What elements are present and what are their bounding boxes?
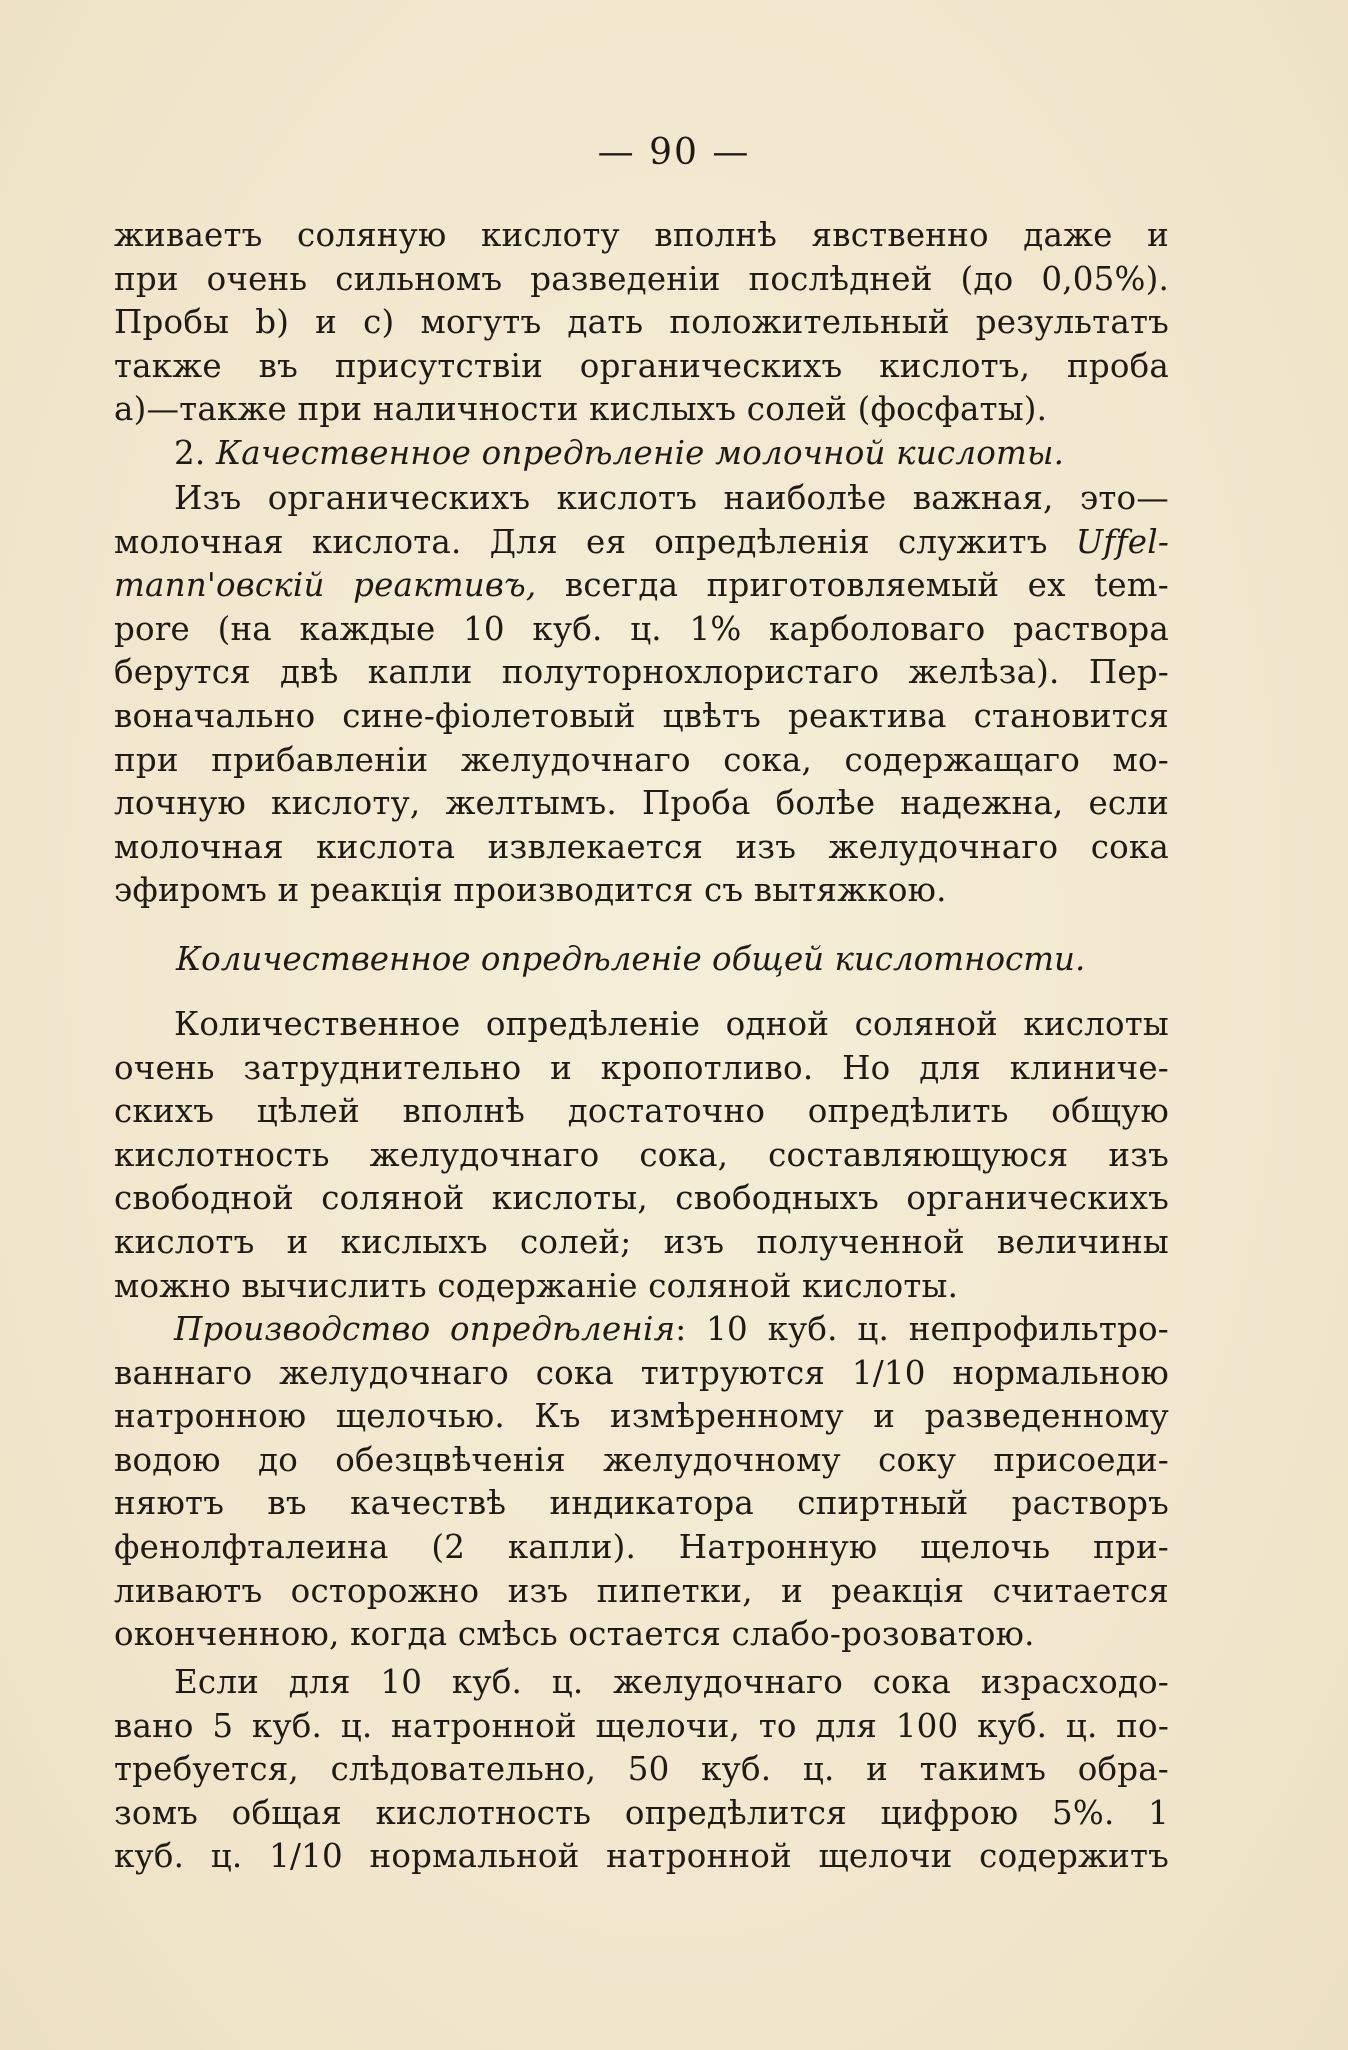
text-line [114,1835,1169,1879]
text-line: Количественное опредѣленіе одной соляной кислоты [174,1005,1169,1043]
text-line: живаетъ соляную кислоту вполнѣ явственно даже и [114,216,1169,254]
text-segment: куб. ц. [114,1837,243,1876]
text-line: няютъ въ качествѣ индикатора спиртный растворъ [114,1484,1169,1523]
text-line: требуется, слѣдовательно, 50 куб. ц. и такимъ обра- [114,1750,1169,1789]
paragraph-total-acidity [114,1003,1169,1308]
section-title: Количественное опредѣленіе общей кислотности. [176,940,1086,978]
text-line: свободной соляной кислоты, свободныхъ органическихъ [114,1179,1169,1218]
text-line: натронною щелочью. Къ измѣренному и разведенному [114,1397,1169,1436]
reagent-name-part: mann'овскій реактивъ, [114,566,537,605]
paragraph-procedure [114,1308,1169,1657]
text-line: скихъ цѣлей вполнѣ достаточно опредѣлить общую [114,1092,1169,1131]
fraction: 1/10 [269,1837,343,1876]
procedure-label: Производство опредѣленія [174,1310,676,1348]
text-line [114,564,1169,608]
text-line: оконченною, когда смѣсь остается слабо-розоватою. [114,1615,1035,1654]
text-line: Изъ органическихъ кислотъ наиболѣе важная, это— [174,479,1169,517]
text-line [114,521,1169,565]
text-line: Если для 10 куб. ц. желудочнаго сока израсходо- [174,1663,1169,1701]
text-line: эфиромъ и реакція производится съ вытяжкою. [114,871,947,910]
text-segment: всегда приготовляемый ex tem- [564,566,1169,605]
text-line: кислотъ и кислыхъ солей; изъ полученной величины [114,1222,1169,1261]
text-line: воначально сине-фіолетовый цвѣтъ реактива становится [114,696,1169,735]
section-heading [114,938,1169,982]
text-line: водою до обезцвѣченія желудочному соку присоеди- [114,1440,1169,1479]
text-segment: : 10 куб. ц. непрофильтро- [675,1310,1169,1348]
text-line: кислотность желудочнаго сока, составляющуюся изъ [114,1135,1169,1174]
text-line: лочную кислоту, желтымъ. Проба болѣе надежна, если [114,784,1169,823]
text-segment: нормальною [952,1353,1170,1392]
paragraph-lactic-acid [114,477,1169,913]
text-segment: нормальной натронной щелочи содержитъ [369,1837,1169,1876]
text-line: фенолфталеина (2 капли). Натронную щелочь при- [114,1527,1169,1566]
text-line: Пробы b) и c) могутъ дать положительный результатъ [114,303,1169,342]
text-segment: молочная кислота. Для ея опредѣленія служитъ [114,522,1048,561]
text-segment: ваннаго желудочнаго сока титруются [114,1353,826,1392]
text-line [114,1308,1169,1352]
reagent-name-part: Uffel- [1075,522,1170,561]
paragraph-calculation [114,1661,1169,1879]
text-line: зомъ общая кислотность опредѣлится цифрою 5%. 1 [114,1793,1169,1832]
item-title: Качественное опредѣленіе молочной кислоты. [215,434,1065,472]
text-line: вано 5 куб. ц. натронной щелочи, то для 100 куб. ц. по- [114,1706,1169,1745]
page-number: — 90 — [597,132,751,173]
text-line: также въ присутствіи органическихъ кислотъ, проба [114,346,1169,385]
text-line: очень затруднительно и кропотливо. Но для клиниче- [114,1048,1169,1087]
item-heading-line [114,432,1169,476]
paragraph-continuation [114,214,1169,432]
text-line: a)—также при наличности кислыхъ солей (фосфаты). [114,390,1048,429]
item-number: 2. [174,434,206,472]
text-line [114,1352,1169,1396]
text-line: при прибавленіи желудочнаго сока, содержащаго мо- [114,740,1169,779]
text-line: ливаютъ осторожно изъ пипетки, и реакція считается [114,1571,1169,1610]
text-line: при очень сильномъ разведеніи послѣдней (до 0,05%). [114,259,1169,298]
fraction: 1/10 [851,1353,926,1392]
text-line: молочная кислота извлекается изъ желудочнаго сока [114,827,1169,866]
text-line: берутся двѣ капли полуторнохлористаго желѣза). Пер- [114,653,1169,692]
text-line: можно вычислить содержаніе соляной кислоты. [114,1266,959,1305]
text-line: pore (на каждые 10 куб. ц. 1% карболоваго раствора [114,609,1169,648]
section-item-2 [114,432,1169,476]
